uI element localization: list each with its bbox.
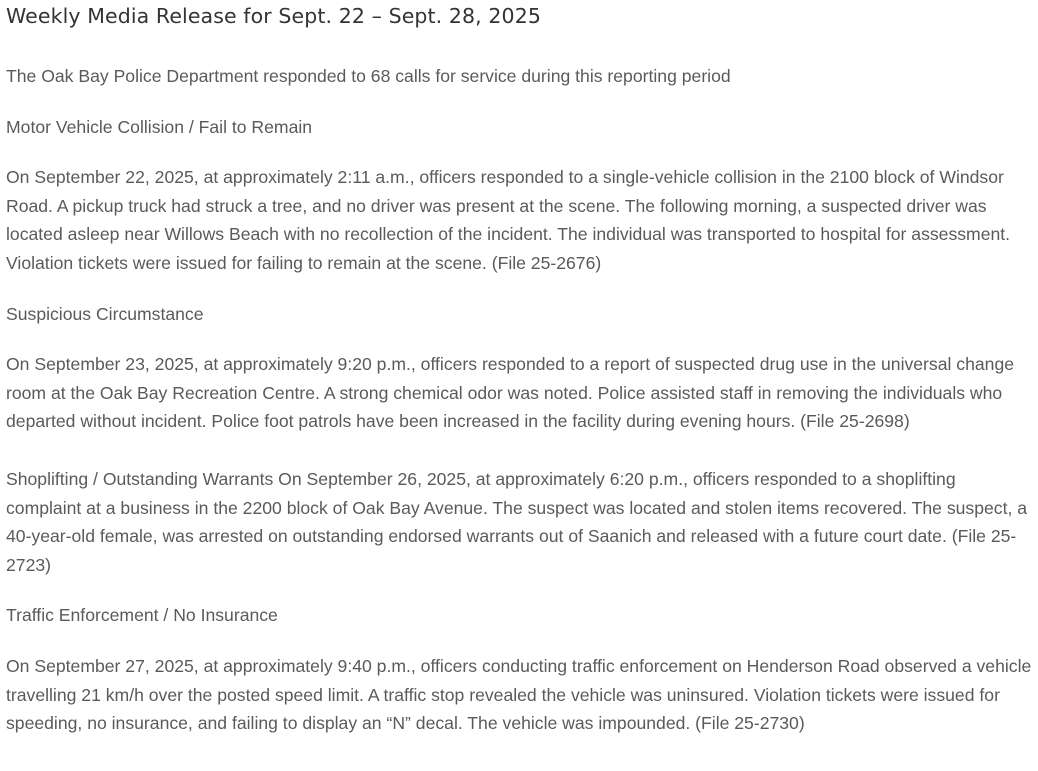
collision-paragraph: On September 22, 2025, at approximately 2:11 a.m., officers responded to a single-vehicle collision in the 2100 block of Windsor Road. A pickup truck had struck a tree, and no driver was present at the scene. The following morning, a suspected driver was located asleep near Willows Beach with no recollection of the incident. The individual was transported to hospital for assessment. Violation tickets were issued for failing to remain at the scene. (File 25-2676) [6, 167, 1011, 274]
summary-paragraph: The Oak Bay Police Department responded to 68 calls for service during this reporting period [6, 66, 731, 86]
suspicious-paragraph: On September 23, 2025, at approximately 9:20 p.m., officers responded to a report of suspected drug use in the universal change room at the Oak Bay Recreation Centre. A strong chemical odor was noted. Police assisted staff in removing the individuals who departed without incident. Police foot patrols have been increased in the facility during evening hours. (File 25-2698) [6, 354, 1015, 432]
suspicious-heading: Suspicious Circumstance [6, 304, 204, 324]
page-title: Weekly Media Release for Sept. 22 – Sept. 28, 2025 [6, 4, 541, 28]
traffic-heading: Traffic Enforcement / No Insurance [6, 605, 278, 625]
traffic-paragraph: On September 27, 2025, at approximately 9:40 p.m., officers conducting traffic enforcement on Henderson Road observed a vehicle travelling 21 km/h over the posted speed limit. A traffic stop revealed the vehicle was uninsured. Violation tickets were issued for speeding, no insurance, and failing to display an “N” decal. The vehicle was impounded. (File 25-2730) [6, 656, 1032, 734]
shoplifting-paragraph: Shoplifting / Outstanding Warrants On September 26, 2025, at approximately 6:20 p.m., officers responded to a shoplifting complaint at a business in the 2200 block of Oak Bay Avenue. The suspect was located and stolen items recovered. The suspect, a 40-year-old female, was arrested on outstanding endorsed warrants out of Saanich and released with a future court date. (File 25-2723) [6, 469, 1028, 576]
collision-heading: Motor Vehicle Collision / Fail to Remain [6, 117, 313, 137]
